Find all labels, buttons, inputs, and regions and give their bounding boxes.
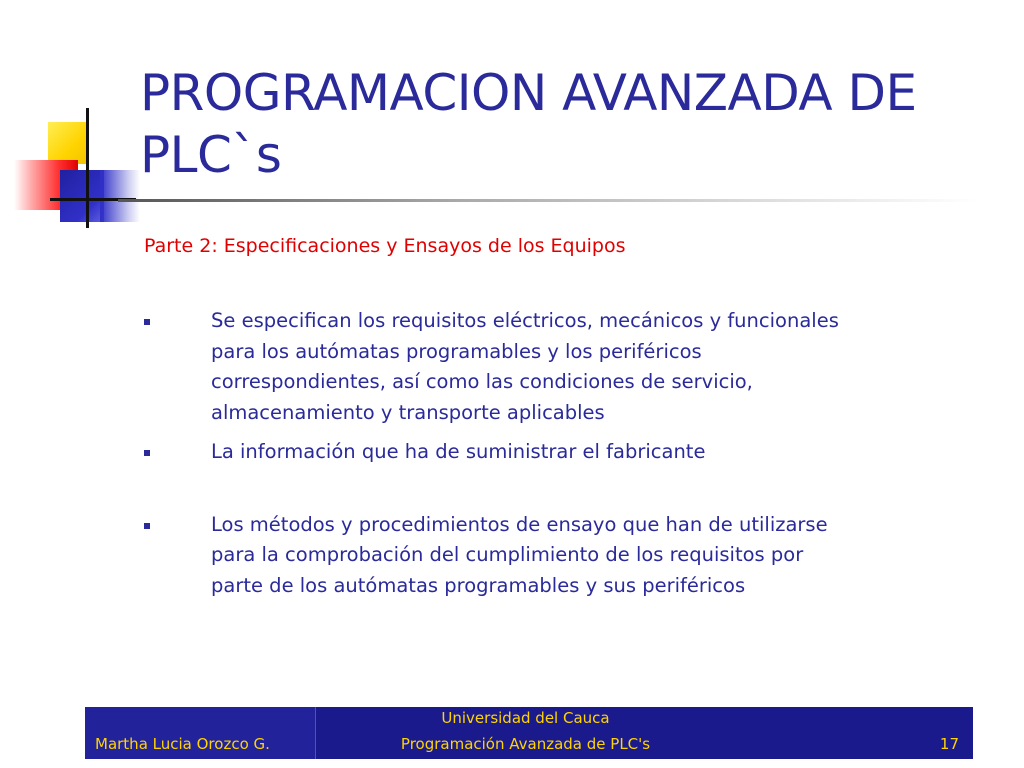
slide-footer — [85, 707, 973, 759]
footer-author: Martha Lucia Orozco G. — [95, 735, 270, 753]
title-underline — [118, 199, 978, 202]
bullet-line: Se especifican los requisitos eléctricos, mecánicos y funcionales — [211, 309, 839, 332]
decorative-squares-logo — [0, 0, 140, 240]
square-bullet-icon — [144, 523, 150, 529]
bullet-line: almacenamiento y transporte aplicables — [211, 400, 605, 424]
vertical-line-shape — [86, 108, 89, 228]
slide-title — [140, 62, 1000, 186]
bullet-line: para los autómatas programables y los periféricos — [211, 339, 702, 363]
bullet-item — [144, 306, 944, 428]
bullet-line: parte de los autómatas programables y sus periféricos — [211, 573, 746, 597]
footer-page-number: 17 — [939, 735, 959, 753]
footer-institution: Universidad del Cauca — [441, 709, 610, 727]
bullet-text — [211, 510, 944, 602]
square-bullet-icon — [144, 319, 150, 325]
blue-square-shape — [60, 170, 104, 222]
bullet-item — [144, 437, 944, 468]
footer-course: Programación Avanzada de PLC's — [400, 735, 651, 753]
blue-fade-shape — [100, 170, 140, 222]
yellow-square-shape — [48, 122, 88, 164]
footer-author-cell — [85, 707, 316, 759]
square-bullet-icon — [144, 450, 150, 456]
slide-subtitle: Parte 2: Especificaciones y Ensayos de los Equipos — [144, 235, 626, 257]
footer-center-background — [316, 707, 735, 759]
bullet-line: Los métodos y procedimientos de ensayo que han de utilizarse — [211, 512, 828, 536]
bullet-list — [144, 306, 944, 601]
title-line-1: PROGRAMACION AVANZADA DE — [140, 64, 917, 122]
title-line-2: PLC`s — [140, 126, 282, 184]
bullet-line: La información que ha de suministrar el fabricante — [211, 440, 706, 463]
bullet-text — [211, 437, 944, 468]
footer-center-cell — [316, 707, 735, 759]
bullet-item — [144, 510, 944, 602]
bullet-line: correspondientes, así como las condiciones de servicio, — [211, 370, 753, 393]
bullet-text — [211, 306, 944, 428]
bullet-line: para la comprobación del cumplimiento de los requisitos por — [211, 543, 804, 566]
